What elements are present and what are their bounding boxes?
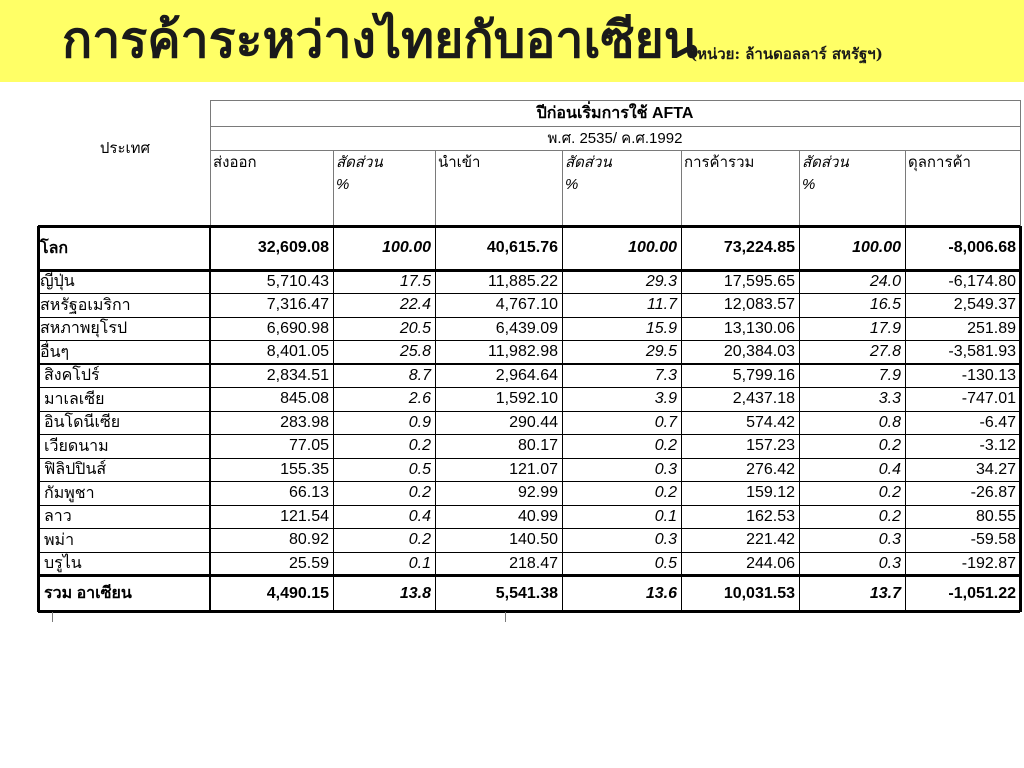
value-cell: 3.9 <box>654 390 677 408</box>
table-rule <box>681 226 682 612</box>
value-cell: 2,834.51 <box>266 366 329 384</box>
value-cell: 0.2 <box>878 507 901 525</box>
value-cell: 100.00 <box>852 239 901 256</box>
table-rule <box>799 226 800 612</box>
row-label: เวียดนาม <box>44 437 109 455</box>
value-cell: -26.87 <box>970 484 1016 502</box>
value-cell: 0.5 <box>408 460 431 478</box>
column-header-3: สัดส่วน % <box>565 154 612 193</box>
value-cell: 16.5 <box>869 296 901 314</box>
value-cell: 80.92 <box>288 531 329 549</box>
value-cell: 11,982.98 <box>488 343 558 361</box>
value-cell: 73,224.85 <box>723 239 795 256</box>
row-label: พม่า <box>44 531 75 549</box>
table-rule <box>562 150 563 226</box>
row-label: รวม อาเซียน <box>44 585 132 602</box>
value-cell: -6.47 <box>979 413 1016 431</box>
value-cell: 221.42 <box>746 531 795 549</box>
value-cell: 4,767.10 <box>495 296 558 314</box>
table-rule <box>210 150 1020 151</box>
value-cell: 845.08 <box>280 390 329 408</box>
table-rule <box>38 610 1020 613</box>
value-cell: 0.3 <box>878 554 901 572</box>
table-rule <box>799 150 800 226</box>
value-cell: 0.3 <box>654 531 677 549</box>
row-label: ญี่ปุ่น <box>40 273 75 291</box>
value-cell: 77.05 <box>288 437 329 455</box>
value-cell: 0.4 <box>878 460 901 478</box>
table-rule <box>210 100 211 226</box>
table-rule <box>38 434 1020 435</box>
table-rule <box>38 574 1020 577</box>
value-cell: 0.2 <box>878 484 901 502</box>
table-rule <box>209 226 211 612</box>
value-cell: 25.8 <box>399 343 431 361</box>
value-cell: 218.47 <box>509 554 558 572</box>
value-cell: 140.50 <box>509 531 558 549</box>
value-cell: 13.6 <box>645 584 677 602</box>
value-cell: 0.3 <box>654 460 677 478</box>
value-cell: -1,051.22 <box>948 584 1016 602</box>
value-cell: -130.13 <box>961 366 1016 384</box>
table-rule <box>905 226 906 612</box>
table-rule <box>333 150 334 226</box>
value-cell: 0.1 <box>408 554 431 572</box>
value-cell: 92.99 <box>517 484 558 502</box>
value-cell: -8,006.68 <box>948 239 1016 256</box>
column-header-1: สัดส่วน % <box>336 154 383 193</box>
value-cell: 7.3 <box>654 366 677 384</box>
country-header: ประเทศ <box>99 140 151 157</box>
value-cell: 251.89 <box>967 319 1016 337</box>
table-rule <box>38 458 1020 459</box>
value-cell: 12,083.57 <box>723 296 795 314</box>
value-cell: 0.8 <box>878 413 901 431</box>
value-cell: 17.5 <box>399 272 431 290</box>
value-cell: 0.9 <box>408 413 431 431</box>
row-label: กัมพูชา <box>44 484 95 502</box>
year-header: พ.ศ. 2535/ ค.ศ.1992 <box>547 130 683 147</box>
value-cell: 0.3 <box>878 531 901 549</box>
value-cell: 24.0 <box>869 272 901 290</box>
row-label: ฟิลิปปินส์ <box>44 461 107 479</box>
row-label: สหภาพยุโรป <box>40 320 128 338</box>
table-rule <box>38 340 1020 341</box>
row-label: สิงคโปร์ <box>44 367 100 385</box>
value-cell: 2.6 <box>408 390 431 408</box>
table-rule <box>210 126 1020 127</box>
table-rule <box>38 411 1020 412</box>
table-rule <box>38 387 1020 388</box>
value-cell: 276.42 <box>746 460 795 478</box>
value-cell: 20,384.03 <box>723 343 795 361</box>
value-cell: -59.58 <box>970 531 1016 549</box>
value-cell: 0.2 <box>654 484 677 502</box>
table-rule <box>52 612 53 622</box>
value-cell: -3.12 <box>979 437 1016 455</box>
value-cell: 0.2 <box>408 484 431 502</box>
value-cell: 80.17 <box>517 437 558 455</box>
value-cell: 40.99 <box>517 507 558 525</box>
column-header-0: ส่งออก <box>213 154 257 171</box>
value-cell: -6,174.80 <box>948 272 1016 290</box>
value-cell: 10,031.53 <box>723 584 795 602</box>
value-cell: 0.2 <box>878 437 901 455</box>
table-rule <box>37 226 40 612</box>
value-cell: 80.55 <box>975 507 1016 525</box>
row-label: มาเลเซีย <box>44 390 105 408</box>
column-header-6: ดุลการค้า <box>908 154 971 171</box>
value-cell: 5,799.16 <box>732 366 795 384</box>
table-rule <box>210 100 1020 101</box>
table-rule <box>38 225 1020 228</box>
value-cell: 574.42 <box>746 413 795 431</box>
value-cell: 7,316.47 <box>266 296 329 314</box>
value-cell: 121.07 <box>509 460 558 478</box>
table-rule <box>38 528 1020 529</box>
table-rule <box>38 363 1020 365</box>
value-cell: 100.00 <box>382 239 431 256</box>
row-label: โลก <box>40 239 69 257</box>
value-cell: 3.3 <box>878 390 901 408</box>
value-cell: 29.3 <box>645 272 677 290</box>
value-cell: 20.5 <box>399 319 431 337</box>
table-rule <box>681 150 682 226</box>
value-cell: 0.7 <box>654 413 677 431</box>
value-cell: 6,439.09 <box>495 319 558 337</box>
table-rule <box>38 317 1020 318</box>
value-cell: 13.8 <box>399 584 431 602</box>
value-cell: 32,609.08 <box>257 239 329 256</box>
value-cell: 25.59 <box>288 554 329 572</box>
value-cell: 157.23 <box>746 437 795 455</box>
value-cell: 13.7 <box>869 584 901 602</box>
row-label: อื่นๆ <box>40 343 70 361</box>
value-cell: 0.2 <box>408 437 431 455</box>
value-cell: 6,690.98 <box>266 319 329 337</box>
value-cell: 244.06 <box>746 554 795 572</box>
value-cell: 8,401.05 <box>266 343 329 361</box>
table-rule <box>905 150 906 226</box>
value-cell: 0.2 <box>654 437 677 455</box>
value-cell: 2,437.18 <box>732 390 795 408</box>
row-label: บรูไน <box>44 555 82 573</box>
row-label: ลาว <box>44 508 72 526</box>
table-rule <box>562 226 563 612</box>
value-cell: 0.5 <box>654 554 677 572</box>
row-label: สหรัฐอเมริกา <box>40 296 131 314</box>
value-cell: 290.44 <box>509 413 558 431</box>
value-cell: 0.4 <box>408 507 431 525</box>
value-cell: 13,130.06 <box>723 319 795 337</box>
value-cell: 11,885.22 <box>488 272 558 290</box>
table-rule <box>38 293 1020 294</box>
value-cell: 40,615.76 <box>486 239 558 256</box>
value-cell: 17.9 <box>869 319 901 337</box>
row-label: อินโดนีเซีย <box>44 414 121 432</box>
value-cell: 8.7 <box>408 366 431 384</box>
value-cell: -3,581.93 <box>948 343 1016 361</box>
value-cell: 34.27 <box>975 460 1016 478</box>
title-banner <box>0 0 1024 82</box>
group-header: ปีก่อนเริ่มการใช้ AFTA <box>536 104 694 122</box>
value-cell: 2,549.37 <box>953 296 1016 314</box>
value-cell: 159.12 <box>746 484 795 502</box>
column-header-2: นำเข้า <box>438 154 481 171</box>
value-cell: 155.35 <box>280 460 329 478</box>
column-header-5: สัดส่วน % <box>802 154 849 193</box>
table-rule <box>38 552 1020 553</box>
value-cell: 1,592.10 <box>495 390 558 408</box>
table-rule <box>435 150 436 226</box>
value-cell: -747.01 <box>961 390 1016 408</box>
value-cell: 11.7 <box>647 296 677 314</box>
table-rule <box>333 226 334 612</box>
table-rule <box>1020 100 1021 226</box>
value-cell: 22.4 <box>399 296 431 314</box>
value-cell: 15.9 <box>645 319 677 337</box>
value-cell: 283.98 <box>280 413 329 431</box>
value-cell: 5,710.43 <box>266 272 329 290</box>
value-cell: 162.53 <box>746 507 795 525</box>
value-cell: 0.2 <box>408 531 431 549</box>
value-cell: 4,490.15 <box>266 584 329 602</box>
unit-note: (หน่วย: ล้านดอลลาร์ สหรัฐฯ) <box>690 45 883 63</box>
page-title: การค้าระหว่างไทยกับอาเซียน <box>62 10 698 69</box>
value-cell: 27.8 <box>869 343 901 361</box>
value-cell: 29.5 <box>645 343 677 361</box>
value-cell: 121.54 <box>280 507 329 525</box>
table-rule <box>38 481 1020 482</box>
column-header-4: การค้ารวม <box>684 154 755 171</box>
value-cell: 17,595.65 <box>723 272 795 290</box>
value-cell: 66.13 <box>288 484 329 502</box>
table-rule <box>435 226 436 612</box>
value-cell: 0.1 <box>654 507 677 525</box>
table-rule <box>505 612 506 622</box>
value-cell: 5,541.38 <box>495 584 558 602</box>
value-cell: 100.00 <box>628 239 677 256</box>
value-cell: 2,964.64 <box>495 366 558 384</box>
value-cell: -192.87 <box>961 554 1016 572</box>
table-rule <box>38 505 1020 506</box>
value-cell: 7.9 <box>878 366 901 384</box>
table-rule <box>1019 226 1022 612</box>
table-rule <box>38 269 1020 272</box>
